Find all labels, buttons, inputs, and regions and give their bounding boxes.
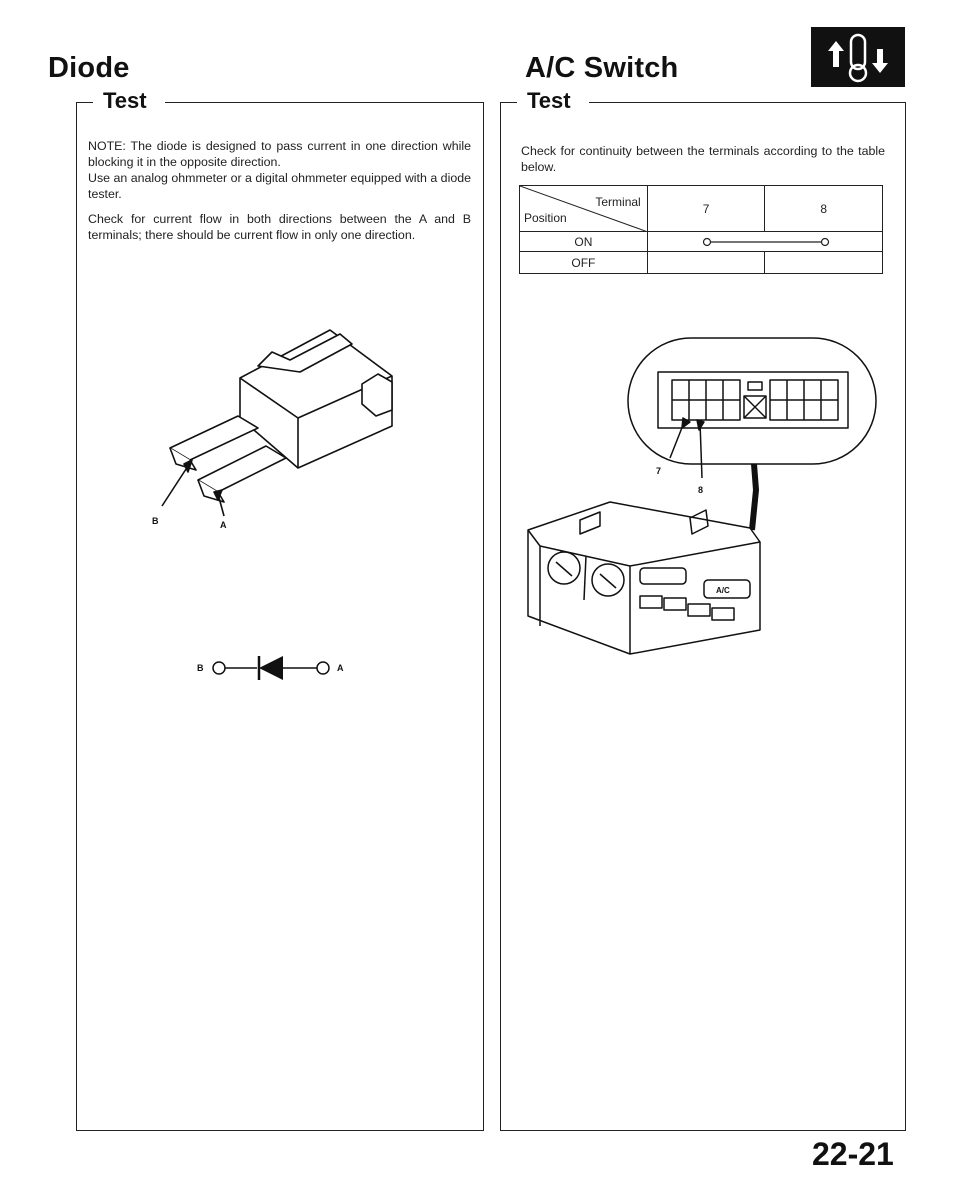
column-header-8: 8 — [765, 186, 883, 232]
header-terminal: Terminal — [595, 195, 641, 209]
diode-label-a: A — [220, 520, 227, 530]
off-cell-7 — [647, 252, 765, 274]
off-cell-8 — [765, 252, 883, 274]
row-label-on: ON — [520, 232, 648, 252]
diode-title: Diode — [48, 52, 130, 84]
switch-button-label: A/C — [716, 586, 730, 595]
column-header-7: 7 — [647, 186, 765, 232]
diode-schematic-symbol — [195, 648, 385, 688]
ac-switch-check-text: Check for continuity between the terminals according to the table below. — [521, 144, 885, 174]
schematic-label-a: A — [337, 663, 344, 673]
diode-note-2: Use an analog ohmmeter or a digital ohmmeter equipped with a diode tester. — [88, 171, 471, 201]
heater-thermometer-icon — [811, 27, 905, 87]
continuity-line — [648, 232, 884, 252]
diode-test-heading: Test — [97, 90, 153, 112]
diode-label-b: B — [152, 516, 159, 526]
ac-switch-title: A/C Switch — [525, 52, 679, 84]
header-position: Position — [524, 211, 567, 225]
continuity-cell — [647, 232, 882, 252]
row-label-off: OFF — [520, 252, 648, 274]
diode-check-text: Check for current flow in both directions between the A and B terminals; there should be current flow in only one direction. — [88, 212, 471, 242]
schematic-label-b: B — [197, 663, 204, 673]
terminal-label-7: 7 — [656, 466, 662, 476]
table-corner-header — [520, 186, 648, 232]
diode-note: NOTE: The diode is designed to pass current in one direction while blocking it in the opposite direction. — [88, 139, 471, 169]
diode-test-box — [76, 102, 484, 1131]
ac-switch-test-heading: Test — [521, 90, 577, 112]
diode-connector-illustration — [140, 318, 420, 548]
page-number: 22-21 — [812, 1136, 894, 1172]
continuity-table — [519, 185, 883, 274]
ac-switch-illustration — [520, 330, 890, 670]
diode-instructions — [88, 138, 471, 252]
terminal-label-8: 8 — [698, 485, 704, 495]
